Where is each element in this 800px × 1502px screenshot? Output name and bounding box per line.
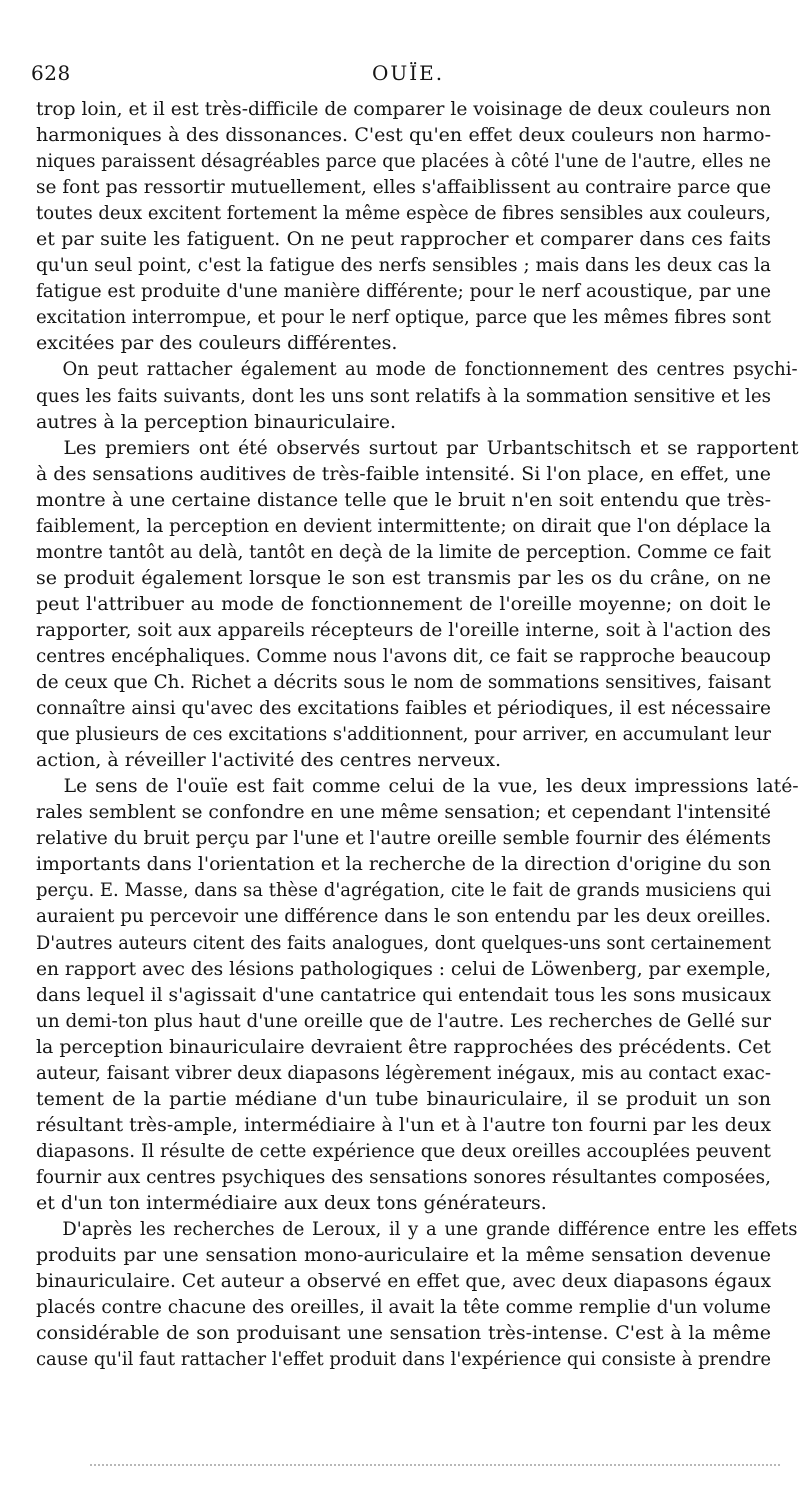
- text-line: Le sens de l'ouïe est fait comme celui de la vue, les deux impressions laté-: [63, 775, 799, 798]
- text-line: placés contre chacune des oreilles, il avait la tête comme remplie d'un volume: [36, 1296, 771, 1319]
- text-line: et d'un ton intermédiaire aux deux tons générateurs.: [36, 1191, 547, 1214]
- text-line: diapasons. Il résulte de cette expérience que deux oreilles accouplées peuvent: [36, 1139, 771, 1162]
- text-line: binauriculaire. Cet auteur a observé en effet que, avec deux diapasons égaux: [36, 1270, 772, 1293]
- text-line: que plusieurs de ces excitations s'additionnent, pour arriver, en accumulant leur: [36, 723, 772, 746]
- text-line: de ceux que Ch. Richet a décrits sous le nom de sommations sensitives, faisant: [36, 671, 771, 694]
- text-line: considérable de son produisant une sensation très-intense. C'est à la même: [36, 1322, 771, 1345]
- body-text: [36, 96, 799, 1372]
- text-line: action, à réveiller l'activité des centres nerveux.: [36, 749, 502, 772]
- text-line: se font pas ressortir mutuellement, elles s'affaiblissent au contraire parce que: [36, 176, 772, 199]
- text-line: relative du bruit perçu par l'une et l'autre oreille semble fournir des éléments: [36, 827, 772, 850]
- text-line: et par suite les fatiguent. On ne peut rapprocher et comparer dans ces faits: [36, 228, 771, 251]
- text-line: auraient pu percevoir une différence dans le son entendu par les deux oreilles.: [36, 905, 771, 928]
- page-header: [30, 61, 770, 89]
- text-line: la perception binauriculaire devraient être rapprochées des précédents. Cet: [36, 1035, 772, 1058]
- footer-dotted-rule: [90, 1464, 780, 1466]
- text-line: produits par une sensation mono-auriculaire et la même sensation devenue: [36, 1244, 771, 1267]
- text-line: fatigue est produite d'une manière différente; pour le nerf acoustique, par une: [36, 280, 772, 303]
- text-line: excitation interrompue, et pour le nerf optique, parce que les mêmes fibres sont: [36, 306, 771, 329]
- text-line: auteur, faisant vibrer deux diapasons légèrement inégaux, mis au contact exac-: [36, 1061, 771, 1084]
- text-line: peut l'attribuer au mode de fonctionnement de l'oreille moyenne; on doit le: [36, 592, 771, 615]
- text-line: faiblement, la perception en devient intermittente; on dirait que l'on déplace la: [36, 514, 772, 537]
- text-line: cause qu'il faut rattacher l'effet produit dans l'expérience qui consiste à prendre: [36, 1348, 772, 1371]
- text-line: montre à une certaine distance telle que le bruit n'en soit entendu que très-: [36, 488, 771, 511]
- running-head: OUÏE.: [372, 61, 445, 85]
- text-line: trop loin, et il est très-difficile de comparer le voisinage de deux couleurs non: [36, 98, 771, 120]
- text-line: se produit également lorsque le son est transmis par les os du crâne, on ne: [36, 566, 771, 589]
- text-line: qu'un seul point, c'est la fatigue des nerfs sensibles ; mais dans les deux cas la: [36, 254, 771, 277]
- text-line: rapporter, soit aux appareils récepteurs de l'oreille interne, soit à l'action des: [36, 618, 772, 641]
- text-line: connaître ainsi qu'avec des excitations faibles et périodiques, il est nécessaire: [36, 697, 771, 720]
- text-line: résultant très-ample, intermédiaire à l'un et à l'autre ton fourni par les deux: [36, 1113, 772, 1136]
- text-line: niques paraissent désagréables parce que placées à côté l'une de l'autre, elles ne: [36, 150, 771, 173]
- text-line: harmoniques à des dissonances. C'est qu'en effet deux couleurs non harmo-: [36, 124, 771, 147]
- text-line: montre tantôt au delà, tantôt en deçà de la limite de perception. Comme ce fait: [36, 540, 771, 563]
- text-line: centres encéphaliques. Comme nous l'avons dit, ce fait se rapproche beaucoup: [36, 644, 772, 667]
- text-line: en rapport avec des lésions pathologiques : celui de Löwenberg, par exemple,: [36, 957, 772, 980]
- text-line: ques les faits suivants, dont les uns sont relatifs à la sommation sensitive et les: [36, 384, 772, 407]
- text-line: perçu. E. Masse, dans sa thèse d'agrégation, cite le fait de grands musiciens qui: [36, 879, 772, 902]
- text-line: rales semblent se confondre en une même sensation; et cependant l'intensité: [36, 801, 771, 824]
- text-line: Les premiers ont été observés surtout par Urbantschitsch et se rapportent: [63, 436, 799, 459]
- text-line: dans lequel il s'agissait d'une cantatrice qui entendait tous les sons musicaux: [36, 983, 772, 1006]
- text-line: excitées par des couleurs différentes.: [36, 332, 398, 355]
- text-line: un demi-ton plus haut d'une oreille que de l'autre. Les recherches de Gellé sur: [36, 1009, 771, 1032]
- text-line: D'après les recherches de Leroux, il y a une grande différence entre les effets: [62, 1218, 798, 1241]
- text-line: fournir aux centres psychiques des sensations sonores résultantes composées,: [36, 1165, 771, 1188]
- page-number: 628: [31, 61, 71, 85]
- text-line: à des sensations auditives de très-faible intensité. Si l'on place, en effet, une: [36, 462, 771, 485]
- text-line: importants dans l'orientation et la recherche de la direction d'origine du son: [36, 853, 772, 876]
- text-line: autres à la perception binauriculaire.: [36, 410, 397, 433]
- text-line: tement de la partie médiane d'un tube binauriculaire, il se produit un son: [36, 1087, 771, 1110]
- text-line: D'autres auteurs citent des faits analogues, dont quelques-uns sont certainement: [36, 931, 771, 954]
- text-line: toutes deux excitent fortement la même espèce de fibres sensibles aux couleurs,: [36, 202, 771, 225]
- text-line: On peut rattacher également au mode de fonctionnement des centres psychi-: [62, 358, 798, 381]
